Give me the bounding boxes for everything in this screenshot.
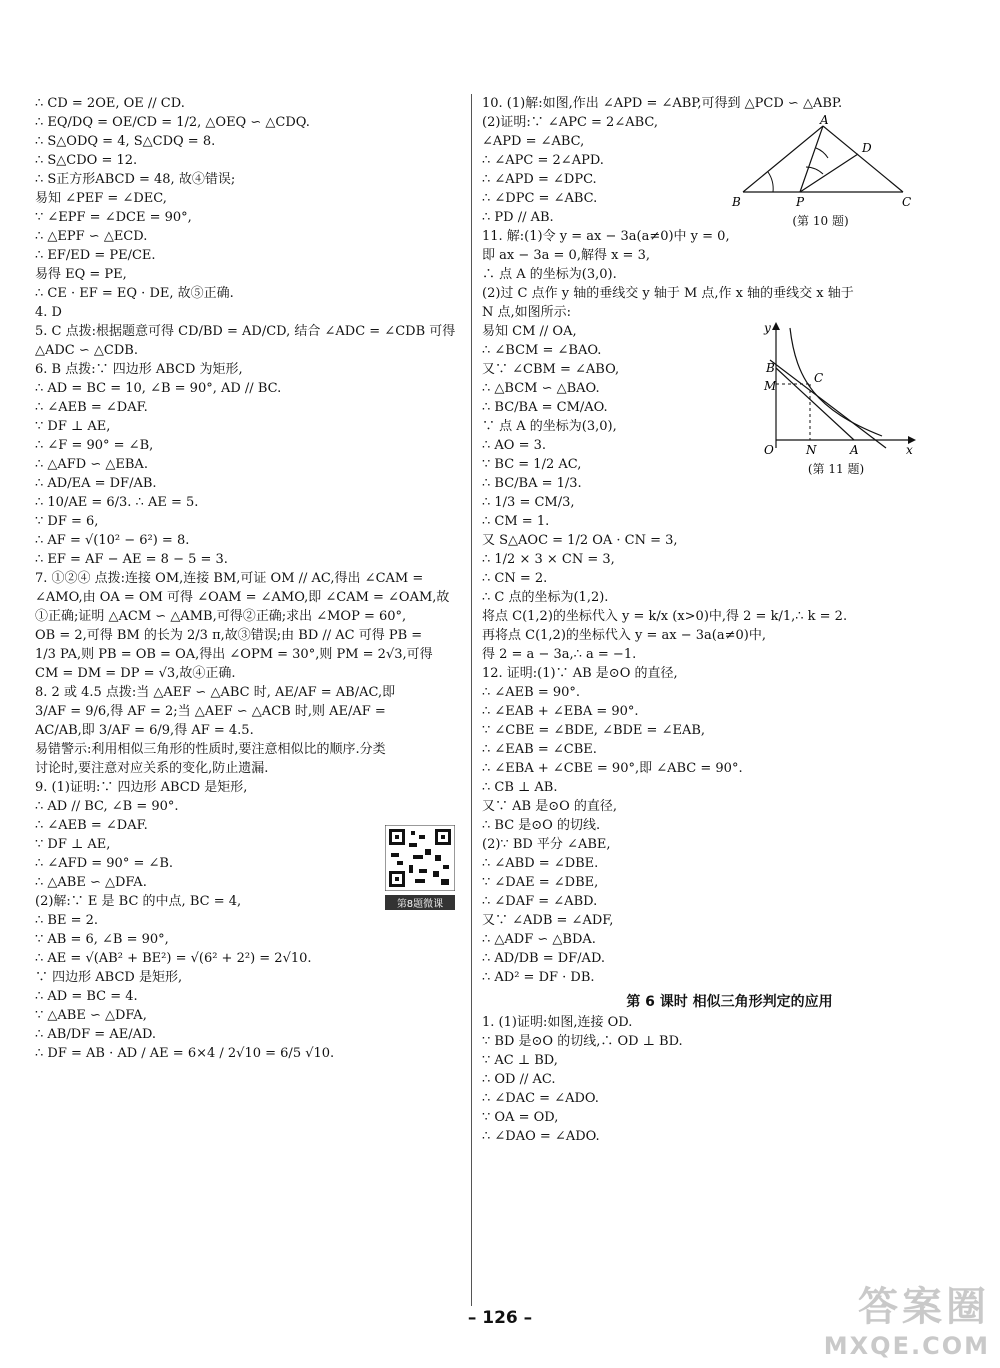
answer-line: ∴ ∠F = 90° = ∠B, xyxy=(35,438,154,453)
answer-line: ∴ CD = 2OE, OE // CD. xyxy=(35,96,185,111)
answer-line: ∵ AB = 6, ∠B = 90°, xyxy=(35,932,169,947)
answer-line: OB = 2,可得 BM 的长为 2/3 π,故③错误;由 BD // AC 可得 PB = xyxy=(35,628,423,643)
fig11-label-a: A xyxy=(850,443,859,457)
answer-line: ∴ AE = √(AB² + BE²) = √(6² + 2²) = 2√10. xyxy=(35,951,312,966)
answer-line: ∴ AD/EA = DF/AB. xyxy=(35,476,157,491)
left-column xyxy=(35,94,460,1063)
answer-line: ∴ AD = BC = 10, ∠B = 90°, AD // BC. xyxy=(35,381,282,396)
answer-line: ∴ CN = 2. xyxy=(482,571,548,586)
fig11-label-b: B xyxy=(766,361,775,375)
fig10-label-b: B xyxy=(732,195,741,209)
answer-line: ∴ ∠APD = ∠DPC. xyxy=(482,172,597,187)
answer-line: ∴ ∠AEB = ∠DAF. xyxy=(35,400,148,415)
coordinate-diagram xyxy=(756,320,916,460)
answer-line: 8. 2 或 4.5 点拨:当 △AEF ∽ △ABC 时, AE/AF = AB/AC,即 xyxy=(35,685,396,700)
answer-line: ∴ EF/ED = PE/CE. xyxy=(35,248,156,263)
answer-line: (2)∵ BD 平分 ∠ABE, xyxy=(482,837,611,852)
fig11-label-m: M xyxy=(764,379,777,393)
answer-line: 将点 C(1,2)的坐标代入 y = k/x (x>0)中,得 2 = k/1,∴ k = 2. xyxy=(482,609,848,624)
page-number: – 126 – xyxy=(467,1308,533,1328)
answer-line: ∴ DF = AB · AD / AE = 6×4 / 2√10 = 6/5 √10. xyxy=(35,1046,335,1061)
answer-line: (2)过 C 点作 y 轴的垂线交 y 轴于 M 点,作 x 轴的垂线交 x 轴于 xyxy=(482,286,854,301)
answer-line: ∴ ∠EBA + ∠CBE = 90°,即 ∠ABC = 90°. xyxy=(482,761,743,776)
answer-line: ∴ ∠EAB = ∠CBE. xyxy=(482,742,597,757)
figure-question-11 xyxy=(756,320,916,477)
answer-line: (2)解:∵ E 是 BC 的中点, BC = 4, xyxy=(35,894,242,909)
answer-line: ∵ △ABE ∽ △DFA, xyxy=(35,1008,147,1023)
answer-line: CM = DM = DP = √3,故④正确. xyxy=(35,666,236,681)
answer-line: ∴ △AFD ∽ △EBA. xyxy=(35,457,148,472)
answer-line: ∴ △EPF ∽ △ECD. xyxy=(35,229,148,244)
answer-line: 得 2 = a − 3a,∴ a = −1. xyxy=(482,647,637,662)
answer-line: ∴ AD = BC = 4. xyxy=(35,989,138,1004)
answer-line: 易知 CM // OA, xyxy=(482,324,577,339)
answer-line: ∴ OD // AC. xyxy=(482,1072,556,1087)
answer-line: ∴ AB/DF = AE/AD. xyxy=(35,1027,157,1042)
answer-line: 讨论时,要注意对应关系的变化,防止遗漏. xyxy=(35,761,269,776)
answer-line: △ADC ∽ △CDB. xyxy=(35,343,138,358)
watermark xyxy=(824,1275,990,1360)
fig10-label-c: C xyxy=(902,195,912,209)
fig11-caption: (第 11 题) xyxy=(807,462,865,476)
answer-line: N 点,如图所示: xyxy=(482,305,572,320)
answer-line: ∴ ∠AEB = ∠DAF. xyxy=(35,818,148,833)
answer-line: 11. 解:(1)令 y = ax − 3a(a≠0)中 y = 0, xyxy=(482,229,730,244)
fig11-label-c: C xyxy=(814,371,824,385)
answer-line: 12. 证明:(1)∵ AB 是⊙O 的直径, xyxy=(482,666,678,681)
answer-line: ∴ S△ODQ = 4, S△CDQ = 8. xyxy=(35,134,216,149)
answer-line: ∴ ∠DAC = ∠ADO. xyxy=(482,1091,599,1106)
fig10-caption: (第 10 题) xyxy=(792,214,849,228)
answer-line: ∠APD = ∠ABC, xyxy=(482,134,585,149)
fig10-label-a: A xyxy=(820,113,829,127)
answer-line: ∴ S△CDO = 12. xyxy=(35,153,138,168)
answer-line: ∵ DF = 6, xyxy=(35,514,99,529)
answer-line: 7. ①②④ 点拨:连接 OM,连接 BM,可证 OM // AC,得出 ∠CAM = xyxy=(35,571,424,586)
answer-line: ∴ AD/DB = DF/AD. xyxy=(482,951,606,966)
answer-line: ∴ BE = 2. xyxy=(35,913,99,928)
answer-line: 5. C 点拨:根据题意可得 CD/BD = AD/CD, 结合 ∠ADC = ∠CDB 可得 xyxy=(35,324,456,339)
answer-line: ∴ BC/BA = CM/AO. xyxy=(482,400,608,415)
answer-line: ∵ OA = OD, xyxy=(482,1110,559,1125)
page-number-value: 126 xyxy=(482,1308,518,1328)
watermark-title: 答案圈 xyxy=(858,1284,990,1330)
answer-line: 又∵ ∠CBM = ∠ABO, xyxy=(482,362,620,377)
answer-line: ∵ ∠DAE = ∠DBE, xyxy=(482,875,599,890)
right-answers-bottom xyxy=(482,1013,977,1146)
fig11-label-n: N xyxy=(806,443,817,457)
answer-line: ∴ AO = 3. xyxy=(482,438,547,453)
answer-line: ∵ BD 是⊙O 的切线,∴ OD ⊥ BD. xyxy=(482,1034,683,1049)
answer-line: ∴ CE · EF = EQ · DE, 故⑤正确. xyxy=(35,286,234,301)
answer-line: ∴ AD² = DF · DB. xyxy=(482,970,595,985)
answer-line: ∴ ∠DAO = ∠ADO. xyxy=(482,1129,600,1144)
answer-line: ∴ BC 是⊙O 的切线. xyxy=(482,818,601,833)
qr-caption: 第8题微课 xyxy=(385,895,455,910)
answer-line: ∴ 1/3 = CM/3, xyxy=(482,495,575,510)
answer-line: 易知 ∠PEF = ∠DEC, xyxy=(35,191,167,206)
answer-line: ∴ CM = 1. xyxy=(482,514,550,529)
answer-line: ∵ 四边形 ABCD 是矩形, xyxy=(35,970,183,985)
fig10-label-p: P xyxy=(796,195,805,209)
answer-line: ∴ 10/AE = 6/3. ∴ AE = 5. xyxy=(35,495,199,510)
qr-code-box xyxy=(385,825,455,910)
answer-line: ∴ PD // AB. xyxy=(482,210,554,225)
column-divider xyxy=(471,94,472,1306)
answer-line: 又 S△AOC = 1/2 OA · CN = 3, xyxy=(482,533,678,548)
answer-line: ∴ ∠DPC = ∠ABC. xyxy=(482,191,598,206)
answer-line: ∴ ∠EAB + ∠EBA = 90°. xyxy=(482,704,639,719)
answer-line: ∴ EF = AF − AE = 8 − 5 = 3. xyxy=(35,552,228,567)
answer-line: (2)证明:∵ ∠APC = 2∠ABC, xyxy=(482,115,659,130)
answer-line: ∴ ∠APC = 2∠APD. xyxy=(482,153,604,168)
answer-line: 再将点 C(1,2)的坐标代入 y = ax − 3a(a≠0)中, xyxy=(482,628,766,643)
answer-line: 4. D xyxy=(35,305,62,320)
answer-line: ∴ △ADF ∽ △BDA. xyxy=(482,932,596,947)
answer-line: ∴ AD // BC, ∠B = 90°. xyxy=(35,799,179,814)
watermark-url: MXQE.COM xyxy=(823,1332,990,1360)
answer-line: ∴ ∠ABD = ∠DBE. xyxy=(482,856,599,871)
fig11-label-y: y xyxy=(764,321,771,335)
answer-line: ∵ AC ⊥ BD, xyxy=(482,1053,558,1068)
answer-line: ∴ 1/2 × 3 × CN = 3, xyxy=(482,552,615,567)
answer-line: ∴ ∠AFD = 90° = ∠B. xyxy=(35,856,174,871)
answer-line: ∴ △BCM ∽ △BAO. xyxy=(482,381,600,396)
answer-line: 1. (1)证明:如图,连接 OD. xyxy=(482,1015,633,1030)
answer-line: ∵ BC = 1/2 AC, xyxy=(482,457,582,472)
answer-line: 即 ax − 3a = 0,解得 x = 3, xyxy=(482,248,650,263)
answer-line: ∴ BC/BA = 1/3. xyxy=(482,476,582,491)
answer-line: AC/AB,即 3/AF = 6/9,得 AF = 4.5. xyxy=(35,723,254,738)
qr-code-icon xyxy=(385,825,455,891)
fig11-label-x: x xyxy=(906,443,913,457)
answer-line: ∴ S正方形ABCD = 48, 故④错误; xyxy=(35,172,236,187)
answer-line: ∵ ∠CBE = ∠BDE, ∠BDE = ∠EAB, xyxy=(482,723,706,738)
answer-line: ∴ 点 A 的坐标为(3,0). xyxy=(482,267,617,282)
answer-line: ∵ DF ⊥ AE, xyxy=(35,419,111,434)
answer-line: 6. B 点拨:∵ 四边形 ABCD 为矩形, xyxy=(35,362,243,377)
answer-line: ∴ AF = √(10² − 6²) = 8. xyxy=(35,533,190,548)
answer-line: ①正确;证明 △ACM ∽ △AMB,可得②正确;求出 ∠MOP = 60°, xyxy=(35,609,407,624)
answer-line: ∴ C 点的坐标为(1,2). xyxy=(482,590,609,605)
answer-line: 3/AF = 9/6,得 AF = 2;当 △AEF ∽ △ACB 时,则 AE/AF = xyxy=(35,704,386,719)
answer-line: ∴ CB ⊥ AB. xyxy=(482,780,558,795)
answer-line: 易得 EQ = PE, xyxy=(35,267,127,282)
answer-line: 又∵ ∠ADB = ∠ADF, xyxy=(482,913,614,928)
answer-line: ∵ 点 A 的坐标为(3,0), xyxy=(482,419,617,434)
answer-line: ∠AMO,由 OA = OM 可得 ∠OAM = ∠AMO,即 ∠CAM = ∠OAM,故 xyxy=(35,590,450,605)
right-column xyxy=(482,94,977,1146)
answer-line: 1/3 PA,则 PB = OB = OA,得出 ∠OPM = 30°,则 PM = 2√3,可得 xyxy=(35,647,433,662)
answer-line: 又∵ AB 是⊙O 的直径, xyxy=(482,799,618,814)
fig11-label-o: O xyxy=(764,443,774,457)
fig10-label-d: D xyxy=(862,141,872,155)
answer-line: ∴ △ABE ∽ △DFA. xyxy=(35,875,147,890)
answer-line: ∴ ∠BCM = ∠BAO. xyxy=(482,343,602,358)
answer-line: 易错警示:利用相似三角形的性质时,要注意相似比的顺序.分类 xyxy=(35,742,386,757)
section-title: 第 6 课时 相似三角形判定的应用 xyxy=(626,994,833,1010)
figure-question-10 xyxy=(728,112,913,229)
answer-line: 10. (1)解:如图,作出 ∠APD = ∠ABP,可得到 △PCD ∽ △ABP. xyxy=(482,96,843,111)
triangle-diagram xyxy=(728,112,913,212)
answer-line: ∵ DF ⊥ AE, xyxy=(35,837,111,852)
answer-line: ∴ EQ/DQ = OE/CD = 1/2, △OEQ ∽ △CDQ. xyxy=(35,115,310,130)
answer-line: ∴ ∠DAF = ∠ABD. xyxy=(482,894,598,909)
answer-line: ∵ ∠EPF = ∠DCE = 90°, xyxy=(35,210,192,225)
answer-line: ∴ ∠AEB = 90°. xyxy=(482,685,581,700)
answer-line: 9. (1)证明:∵ 四边形 ABCD 是矩形, xyxy=(35,780,248,795)
